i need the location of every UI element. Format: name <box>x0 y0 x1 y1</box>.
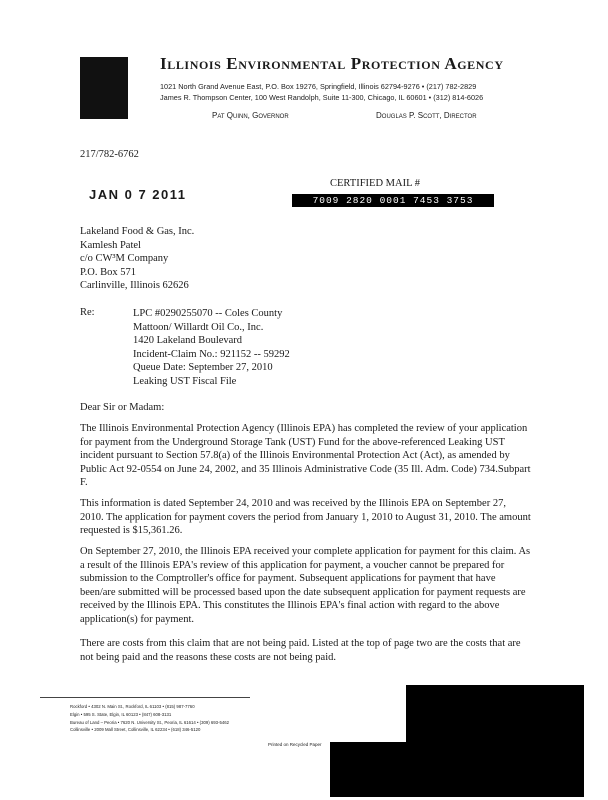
redaction-block <box>406 685 584 745</box>
governor-name: Pat Quinn, Governor <box>212 111 289 120</box>
office-line: Collinsville • 2009 Mall Street, Collinsville, IL 62234 • (618) 346-5120 <box>70 727 201 733</box>
regional-offices <box>70 703 229 734</box>
body-paragraph-2: This information is dated September 24, 2010 and was received by the Illinois EPA on September 27, 2010. The application for payment covers the period from January 1, 2010 to August 31, 2010. The amount requested is $15,361.26. <box>80 498 531 536</box>
body-paragraph-3: On September 27, 2010, the Illinois EPA received your complete application for payment for this claim. As a result of the Illinois EPA's review of this application for payment, a voucher cannot be prepared for submission to the Comptroller's office for payment. Subsequent applications for payment that have been/are submitted will be processed based upon the date subsequent application for payment requests are received by the Illinois EPA. This constitutes the Illinois EPA's final action with regard to the above application(s) for payment. <box>80 546 531 625</box>
re-label: Re: <box>80 307 95 318</box>
re-line: Queue Date: September 27, 2010 <box>133 362 273 373</box>
re-line: LPC #0290255070 -- Coles County <box>133 308 283 319</box>
agency-name: Illinois Environmental Protection Agency <box>160 54 504 73</box>
re-line: Leaking UST Fiscal File <box>133 375 237 387</box>
re-line: Incident-Claim No.: 921152 -- 59292 <box>133 348 290 360</box>
footer-divider <box>40 697 250 698</box>
recipient-address <box>80 225 194 293</box>
phone-number: 217/782-6762 <box>80 149 139 160</box>
recipient-line: Lakeland Food & Gas, Inc. <box>80 226 195 237</box>
body-paragraph-1: The Illinois Environmental Protection Agency (Illinois EPA) has completed the review of your application for payment from the Underground Storage Tank (UST) Fund for the above-referenced Leaking UST incident pursuant to Section 57.8(a) of the Illinois Environmental Protection Act (Act), as amended by Public Act 92-0554 on June 24, 2002, and 35 Illinois Administrative Code (35 Ill. Adm. Code) 734.Subpart F. <box>80 423 531 488</box>
agency-logo <box>80 57 128 119</box>
certified-mail-number: 7009 2820 0001 7453 3753 <box>292 194 494 207</box>
office-line: Bureau of Land – Peoria • 7620 N. University St., Peoria, IL 61614 • (309) 693-5462 <box>70 719 230 725</box>
certified-mail-label: CERTIFIED MAIL # <box>330 178 420 189</box>
re-line: Mattoon/ Willardt Oil Co., Inc. <box>133 321 264 333</box>
director-name: Douglas P. Scott, Director <box>376 111 477 120</box>
redaction-block <box>330 742 584 797</box>
recipient-line: P.O. Box 571 <box>80 266 137 278</box>
recycled-paper-note: Printed on Recycled Paper <box>268 742 322 747</box>
agency-address-line-2: James R. Thompson Center, 100 West Randolph, Suite 11-300, Chicago, IL 60601 • (312) 814-6026 <box>160 93 484 102</box>
office-line: Rockford • 4302 N. Main St., Rockford, IL 61103 • (815) 987-7760 <box>70 704 195 709</box>
re-line: 1420 Lakeland Boulevard <box>133 335 243 346</box>
office-line: Elgin • 595 S. State, Elgin, IL 60123 • (847) 608-3131 <box>70 711 172 717</box>
salutation: Dear Sir or Madam: <box>80 402 165 413</box>
agency-address-line-1: 1021 North Grand Avenue East, P.O. Box 19276, Springfield, Illinois 62794-9276 • (217) 782-2829 <box>160 82 477 91</box>
recipient-line: c/o CW³M Company <box>80 253 169 264</box>
recipient-line: Kamlesh Patel <box>80 239 141 251</box>
date-stamp: JAN 0 7 2011 <box>89 187 187 202</box>
re-block <box>133 307 290 388</box>
recipient-line: Carlinville, Illinois 62626 <box>80 280 189 291</box>
body-paragraph-4: There are costs from this claim that are not being paid. Listed at the top of page two are the costs that are not being paid and the reasons these costs are not being paid. <box>80 638 521 663</box>
